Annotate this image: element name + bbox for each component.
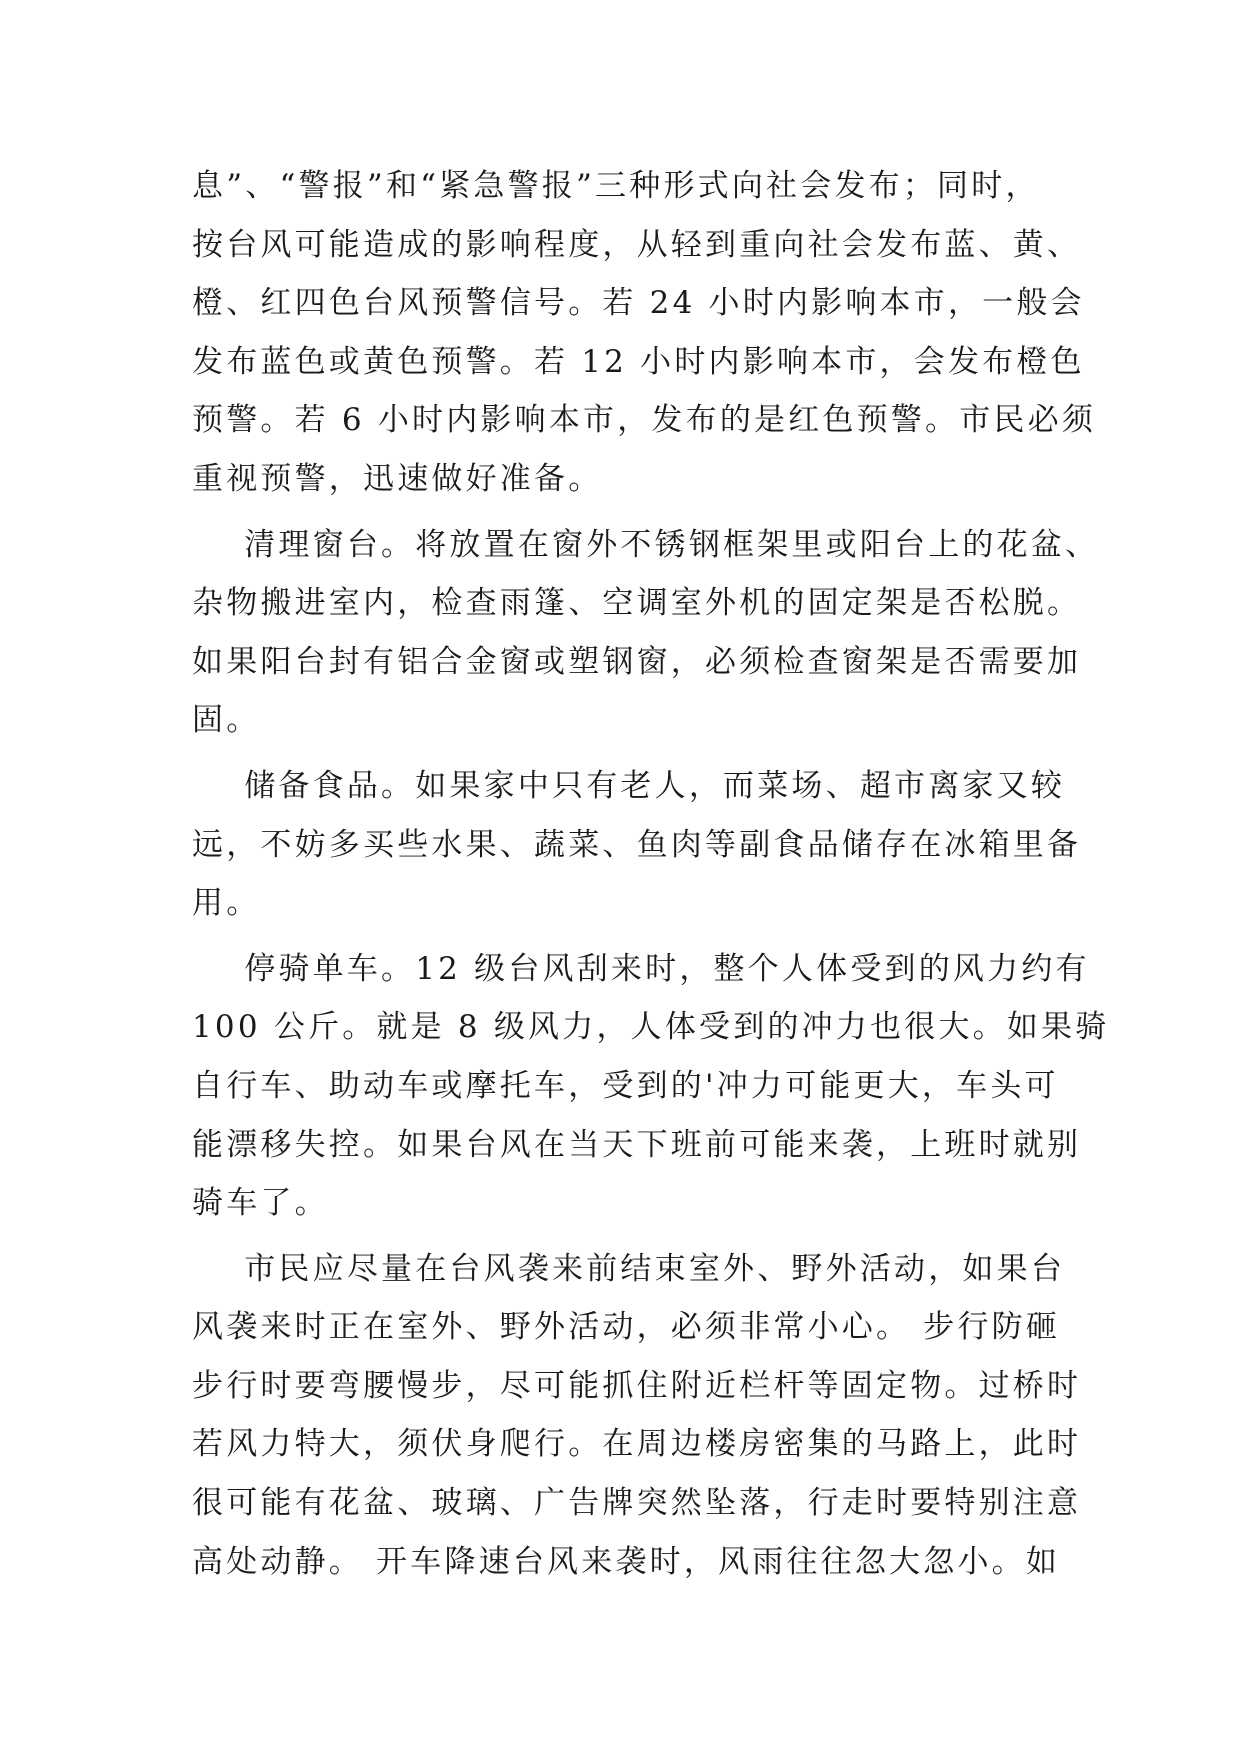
text-line: 按台风可能造成的影响程度，从轻到重向社会发布蓝、黄、 [192,226,1082,263]
text-line: 骑车了。 [192,1185,329,1222]
text-line: 杂物搬进室内，检查雨篷、空调室外机的固定架是否松脱。 [192,585,1082,622]
text-line: 如果阳台封有铝合金窗或塑钢窗，必须检查窗架是否需要加 [192,643,1082,680]
text-line: 能漂移失控。如果台风在当天下班前可能来袭，上班时就别 [192,1126,1082,1163]
text-line: 停骑单车。12 级台风刮来时，整个人体受到的风力约有 [192,950,1090,987]
text-line: 橙、红四色台风预警信号。若 24 小时内影响本市，一般会 [192,285,1085,322]
text-line: 清理窗台。将放置在窗外不锈钢框架里或阳台上的花盆、 [192,526,1100,563]
text-line: 发布蓝色或黄色预警。若 12 小时内影响本市，会发布橙色 [192,343,1085,380]
paragraph-gap [192,1233,1072,1240]
text-line: 步行时要弯腰慢步，尽可能抓住附近栏杆等固定物。过桥时 [192,1367,1082,1404]
text-line: 远，不妨多买些水果、蔬菜、鱼肉等副食品储存在冰箱里备 [192,826,1082,863]
text-line: 储备食品。如果家中只有老人，而菜场、超市离家又较 [192,767,1066,804]
text-line: 100 公斤。就是 8 级风力，人体受到的冲力也很大。如果骑 [192,1009,1110,1046]
document-body [192,157,1110,1591]
text-line: 若风力特大，须伏身爬行。在周边楼房密集的马路上，此时 [192,1426,1082,1463]
text-line: 很可能有花盆、玻璃、广告牌突然坠落，行走时要特别注意 [192,1485,1082,1522]
text-line: 自行车、助动车或摩托车，受到的'冲力可能更大，车头可 [192,1067,1059,1104]
paragraph-gap [192,933,1072,940]
text-line: 息”、“警报”和“紧急警报”三种形式向社会发布；同时， [192,168,1040,204]
paragraph-gap [192,750,1072,757]
text-line: 用。 [192,885,261,922]
text-line: 风袭来时正在室外、野外活动，必须非常小心。 步行防砸 [192,1309,1061,1346]
text-line: 重视预警，迅速做好准备。 [192,460,603,497]
paragraph-gap [192,509,1072,516]
text-line: 市民应尽量在台风袭来前结束室外、野外活动，如果台 [192,1250,1066,1287]
text-line: 高处动静。 开车降速台风来袭时，风雨往往忽大忽小。如 [192,1543,1061,1580]
text-line: 预警。若 6 小时内影响本市，发布的是红色预警。市民必须 [192,402,1097,439]
text-line: 固。 [192,702,261,739]
